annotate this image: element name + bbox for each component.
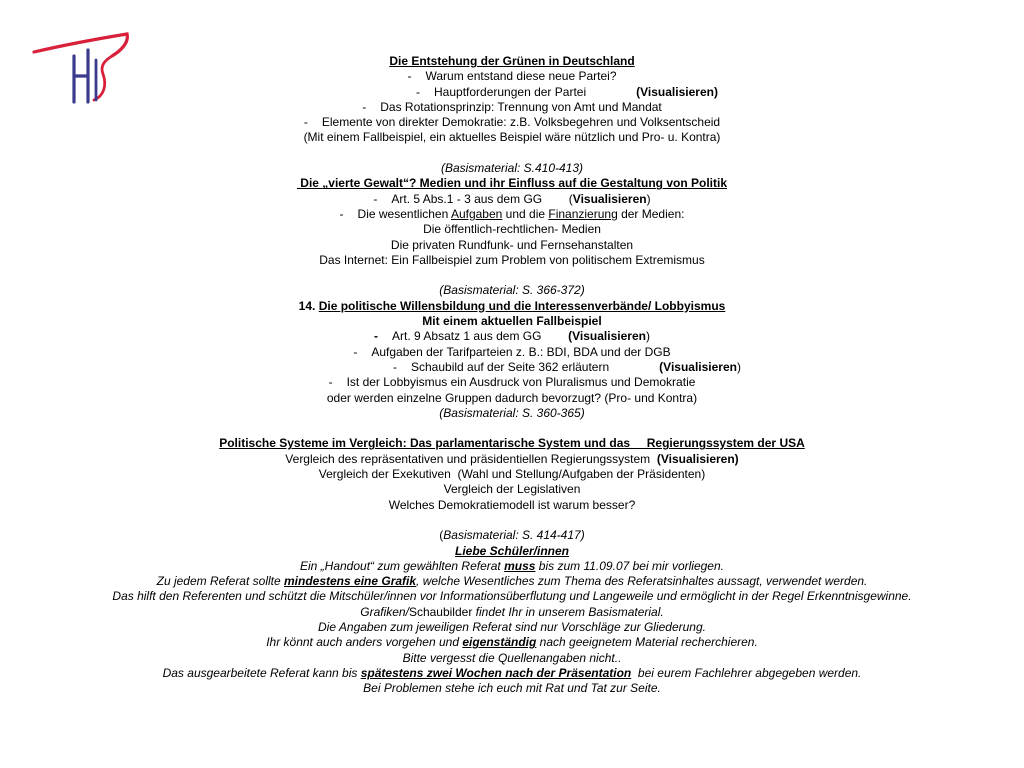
referat-topics — [0, 54, 1024, 696]
section3-item-3: - Schaubild auf der Seite 362 erläutern (Visualisieren) — [393, 359, 741, 374]
section4-item-3: Vergleich der Legislativen — [443, 482, 581, 497]
notes-line-4: Grafiken/Schaubilder findet Ihr in unserem Basismaterial. — [360, 604, 664, 619]
section1-item-3: - Das Rotationsprinzip: Trennung von Amt und Mandat — [362, 99, 662, 114]
notes-greeting: Liebe Schüler/innen — [454, 543, 570, 558]
section1-title: Die Entstehung der Grünen in Deutschland — [389, 54, 635, 68]
notes-line-3: Das hilft den Referenten und schützt die Mitschüler/innen vor Informationsüberflutung und Langeweile und ermöglicht in der Regel Erkenntnisgewinne. — [112, 589, 912, 604]
section2-item-3: Die öffentlich-rechtlichen- Medien — [423, 222, 601, 237]
notes-material: (Basismaterial: S. 414-417) — [439, 528, 585, 543]
section3-material-2: (Basismaterial: S. 360-365) — [439, 405, 585, 420]
notes-line-1: Ein „Handout“ zum gewählten Referat muss bis zum 11.09.07 bei mir vorliegen. — [299, 558, 724, 573]
section1-item-4: - Elemente von direkter Demokratie: z.B. Volksbegehren und Volksentscheid — [303, 115, 721, 130]
section1-item-1: - Warum entstand diese neue Partei? — [407, 69, 617, 84]
section4-item-2: Vergleich der Exekutiven (Wahl und Stellung/Aufgaben der Präsidenten) — [318, 467, 706, 482]
section1-item-5: (Mit einem Fallbeispiel, ein aktuelles Beispiel wäre nützlich und Pro- u. Kontra) — [303, 130, 721, 145]
section2-item-4: Die privaten Rundfunk- und Fernsehanstalten — [390, 237, 634, 252]
section3-item-4: - Ist der Lobbyismus ein Ausdruck von Pluralismus und Demokratie — [328, 375, 696, 390]
blank-line — [0, 268, 1024, 283]
blank-line — [0, 513, 1024, 528]
section3-title: 14. Die politische Willensbildung und die Interessenverbände/ Lobbyismus — [298, 298, 726, 313]
section3-item-1: - Art. 9 Absatz 1 aus dem GG (Visualisieren) — [374, 329, 650, 344]
notes-line-5: Die Angaben zum jeweiligen Referat sind nur Vorschläge zur Gliederung. — [318, 619, 706, 634]
blank-line — [0, 146, 1024, 161]
section4-item-4: Welches Demokratiemodell ist warum besser? — [388, 497, 636, 512]
section4-title: Politische Systeme im Vergleich: Das parlamentarische System und das Regierungssystem der USA — [219, 436, 805, 451]
section2-item-1: - Art. 5 Abs.1 - 3 aus dem GG (Visualisieren) — [373, 191, 651, 206]
section3-item-2: - Aufgaben der Tarifparteien z. B.: BDI, BDA und der DGB — [353, 344, 671, 359]
notes-line-7: Bitte vergesst die Quellenangaben nicht.. — [402, 650, 622, 665]
section2-item-2: - Die wesentlichen Aufgaben und die Finanzierung der Medien: — [339, 206, 685, 221]
logo-swoosh — [34, 34, 127, 56]
notes-line-6: Ihr könnt auch anders vorgehen und eigenständig nach geeignetem Material recherchieren. — [266, 635, 758, 650]
section2-material: (Basismaterial: S.410-413) — [440, 161, 584, 176]
section2-title: Die „vierte Gewalt“? Medien und ihr Einfluss auf die Gestaltung von Politik — [296, 176, 728, 191]
section3-material: (Basismaterial: S. 366-372) — [439, 283, 585, 298]
section3-item-5: oder werden einzelne Gruppen dadurch bevorzugt? (Pro- und Kontra) — [326, 390, 698, 405]
notes-line-9: Bei Problemen stehe ich euch mit Rat und Tat zur Seite. — [363, 681, 661, 696]
blank-line — [0, 421, 1024, 436]
notes-line-8: Das ausgearbeitete Referat kann bis spätestens zwei Wochen nach der Präsentation bei eurem Fachlehrer abgegeben werden. — [162, 665, 862, 680]
section2-item-5: Das Internet: Ein Fallbeispiel zum Problem von politischem Extremismus — [319, 252, 705, 267]
section3-subtitle: Mit einem aktuellen Fallbeispiel — [422, 314, 602, 329]
notes-line-2: Zu jedem Referat sollte mindestens eine Grafik, welche Wesentliches zum Thema des Referatsinhaltes aussagt, verwendet werden. — [156, 574, 868, 589]
section4-item-1: Vergleich des repräsentativen und präsidentiellen Regierungssystem (Visualisieren) — [285, 451, 739, 466]
section1-item-2: - Hauptforderungen der Partei (Visualisieren) — [416, 84, 718, 99]
